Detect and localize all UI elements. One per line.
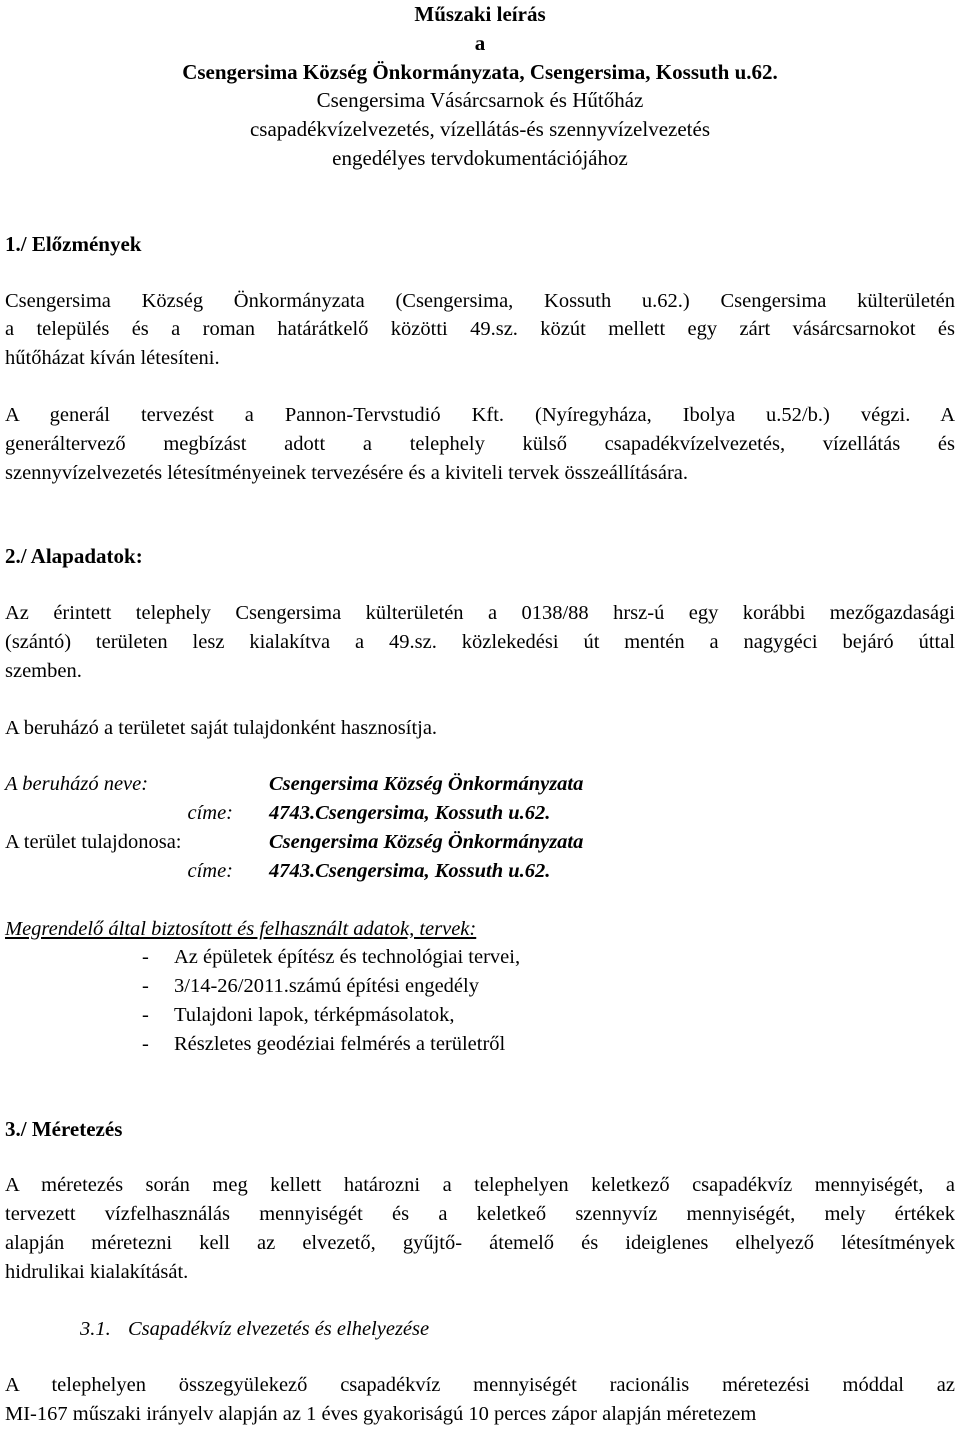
title-line-6: engedélyes tervdokumentációjához	[332, 145, 628, 170]
title-line-1: Műszaki leírás	[414, 2, 546, 26]
investor-address-label: címe:	[187, 802, 233, 825]
section-1-para-2-line-3: szennyvízelvezetés létesítményeinek tervezésére és a kiviteli tervek összeállítására.	[5, 461, 689, 484]
title-line-5: csapadékvízelvezetés, vízellátás-és szennyvízelvezetés	[249, 117, 710, 142]
section-1-heading: 1./ Előzmények	[5, 231, 142, 256]
section-2-para-1-line-2: (szántó) területen lesz kialakítva a 49.sz. közlekedési út mentén a nagygéci bejáró úttal	[5, 630, 955, 653]
investor-name-value: Csengersima Község Önkormányzata	[269, 773, 584, 796]
section-3-para-2-line-1: A telephelyen összegyülekező csapadékvíz mennyiségét racionális méretezési móddal az	[5, 1374, 955, 1397]
list-bullet: -	[142, 1003, 149, 1026]
section-1-para-2-line-2: generáltervező megbízást adott a telephely külső csapadékvízelvezetés, vízellátás és	[5, 432, 955, 455]
subsection-title: Csapadékvíz elvezetés és elhelyezése	[128, 1317, 430, 1340]
list-item-text: 3/14-26/2011.számú építési engedély	[174, 975, 479, 998]
title-line-4: Csengersima Vásárcsarnok és Hűtőház	[316, 88, 644, 113]
section-1-para-1-line-1: Csengersima Község Önkormányzata (Csengersima, Kossuth u.62.) Csengersima külterületén	[5, 289, 955, 312]
owner-value: Csengersima Község Önkormányzata	[269, 830, 584, 853]
list-item-text: Az épületek építész és technológiai tervei,	[174, 946, 521, 969]
section-3-para-1-line-3: alapján méretezni kell az elvezető, gyűjtő- átemelő és ideiglenes elhelyező létesítmények	[5, 1231, 955, 1254]
section-3-para-1-line-4: hidrulikai kialakítását.	[5, 1260, 189, 1283]
section-2-para-1-line-3: szemben.	[5, 659, 82, 682]
title-line-3: Csengersima Község Önkormányzata, Csengersima, Kossuth u.62.	[182, 59, 778, 84]
section-3-heading: 3./ Méretezés	[5, 1116, 123, 1141]
investor-info-table	[5, 770, 955, 885]
document-title	[5, 0, 955, 173]
list-item	[5, 943, 955, 972]
section-2-heading: 2./ Alapadatok:	[5, 544, 143, 569]
list-item-text: Részletes geodéziai felmérés a területről	[174, 1032, 506, 1055]
section-1-para-1-line-2: a település és a roman határátkelő közötti 49.sz. közút mellett egy zárt vásárcsarnokot és	[5, 318, 955, 341]
section-3-para-1-line-1: A méretezés során meg kellett határozni a telephelyen keletkező csapadékvíz mennyiségét, a	[5, 1174, 955, 1197]
list-bullet: -	[142, 975, 149, 998]
list-bullet: -	[142, 946, 149, 969]
subsection-number: 3.1.	[80, 1317, 111, 1340]
owner-label: A terület tulajdonosa:	[5, 830, 182, 853]
section-3-para-1-line-2: tervezett vízfelhasználás mennyiségét és a keletkeő szennyvíz mennyiségét, mely értékek	[5, 1203, 955, 1226]
subsection-3-1-heading	[5, 1315, 955, 1344]
list-bullet: -	[142, 1032, 149, 1055]
provided-data-list	[5, 943, 955, 1058]
investor-address-value: 4743.Csengersima, Kossuth u.62.	[269, 802, 551, 825]
owner-address-value: 4743.Csengersima, Kossuth u.62.	[269, 859, 551, 882]
list-item-text: Tulajdoni lapok, térképmásolatok,	[174, 1003, 455, 1026]
section-1-para-2-line-1: A generál tervezést a Pannon-Tervstudió Kft. (Nyíregyháza, Ibolya u.52/b.) végzi. A	[5, 403, 955, 426]
section-2-para-2: A beruházó a területet saját tulajdonként hasznosítja.	[5, 716, 438, 739]
investor-name-label: A beruházó neve:	[5, 773, 149, 796]
list-item	[5, 972, 955, 1001]
section-3-para-2-line-2: MI-167 műszaki irányelv alapján az 1 éves gyakoriságú 10 perces zápor alapján méretezem	[5, 1403, 757, 1426]
list-item	[5, 1030, 955, 1059]
section-1-para-1-line-3: hűtőházat kíván létesíteni.	[5, 347, 220, 370]
section-2-para-1-line-1: Az érintett telephely Csengersima külterületén a 0138/88 hrsz-ú egy korábbi mezőgazdasági	[5, 602, 955, 625]
title-line-2: a	[474, 30, 486, 55]
owner-address-label: címe:	[187, 859, 233, 882]
list-item	[5, 1001, 955, 1030]
document-page	[5, 0, 955, 1429]
provided-data-heading: Megrendelő által biztosított és felhasznált adatok, tervek:	[5, 917, 477, 940]
